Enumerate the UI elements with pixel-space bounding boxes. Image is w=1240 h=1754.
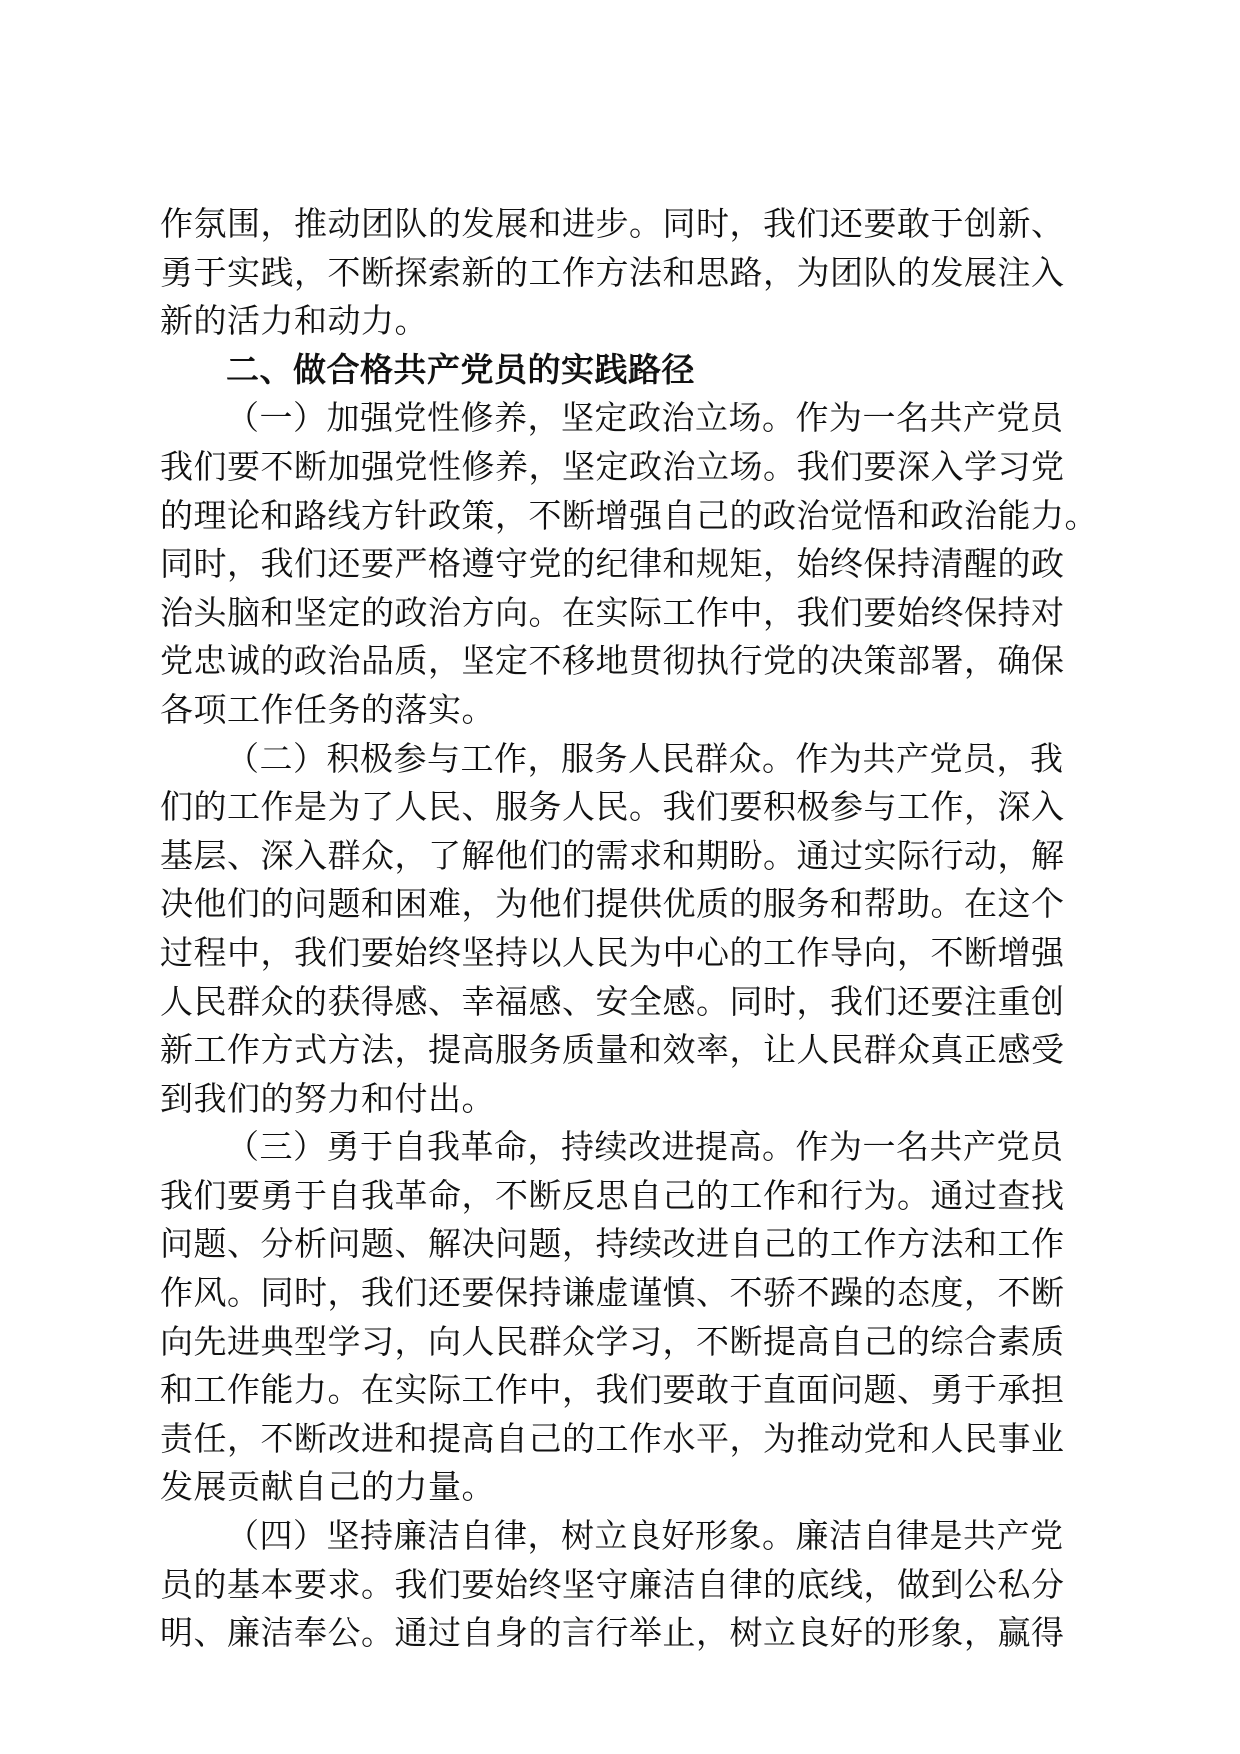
paragraph-start-line: （四）坚持廉洁自律，树立良好形象。廉洁自律是共产党 [226,1516,1064,1556]
body-line: 党忠诚的政治品质，坚定不移地贯彻执行党的决策部署，确保 [160,641,1065,681]
body-line: 人民群众的获得感、幸福感、安全感。同时，我们还要注重创 [160,981,1065,1021]
paragraph-start-line: （三）勇于自我革命，持续改进提高。作为一名共产党员 [226,1127,1064,1167]
body-line: 明、廉洁奉公。通过自身的言行举止，树立良好的形象，赢得 [160,1613,1065,1653]
body-line: 勇于实践，不断探索新的工作方法和思路，为团队的发展注入 [160,252,1065,292]
body-line: 责任，不断改进和提高自己的工作水平，为推动党和人民事业 [160,1418,1065,1458]
body-line: 我们要不断加强党性修养，坚定政治立场。我们要深入学习党 [160,446,1065,486]
body-line: 治头脑和坚定的政治方向。在实际工作中，我们要始终保持对 [160,592,1065,632]
body-line: 同时，我们还要严格遵守党的纪律和规矩，始终保持清醒的政 [160,544,1065,584]
body-line: 到我们的努力和付出。 [160,1078,495,1118]
body-line: 向先进典型学习，向人民群众学习，不断提高自己的综合素质 [160,1321,1065,1361]
body-line: 的理论和路线方针政策，不断增强自己的政治觉悟和政治能力。 [160,495,1098,535]
body-line: 们的工作是为了人民、服务人民。我们要积极参与工作，深入 [160,787,1065,827]
body-line: 作风。同时，我们还要保持谦虚谨慎、不骄不躁的态度，不断 [160,1273,1065,1313]
paragraph-start-line: （二）积极参与工作，服务人民群众。作为共产党员，我 [226,738,1064,778]
body-line: 我们要勇于自我革命，不断反思自己的工作和行为。通过查找 [160,1175,1065,1215]
body-line: 过程中，我们要始终坚持以人民为中心的工作导向，不断增强 [160,932,1065,972]
body-line: 问题、分析问题、解决问题，持续改进自己的工作方法和工作 [160,1224,1065,1264]
body-line: 和工作能力。在实际工作中，我们要敢于直面问题、勇于承担 [160,1370,1065,1410]
body-line: 基层、深入群众，了解他们的需求和期盼。通过实际行动，解 [160,835,1065,875]
body-line: 发展贡献自己的力量。 [160,1467,495,1507]
paragraph-start-line: （一）加强党性修养，坚定政治立场。作为一名共产党员 [226,398,1064,438]
body-line: 作氛围，推动团队的发展和进步。同时，我们还要敢于创新、 [160,204,1065,243]
document-body [160,200,1098,1658]
section-heading: 二、做合格共产党员的实践路径 [226,349,695,389]
body-line: 员的基本要求。我们要始终坚守廉洁自律的底线，做到公私分 [160,1564,1065,1604]
body-line: 新的活力和动力。 [160,301,428,341]
body-line: 新工作方式方法，提高服务质量和效率，让人民群众真正感受 [160,1030,1065,1070]
body-line: 各项工作任务的落实。 [160,689,495,729]
body-line: 决他们的问题和困难，为他们提供优质的服务和帮助。在这个 [160,884,1065,924]
